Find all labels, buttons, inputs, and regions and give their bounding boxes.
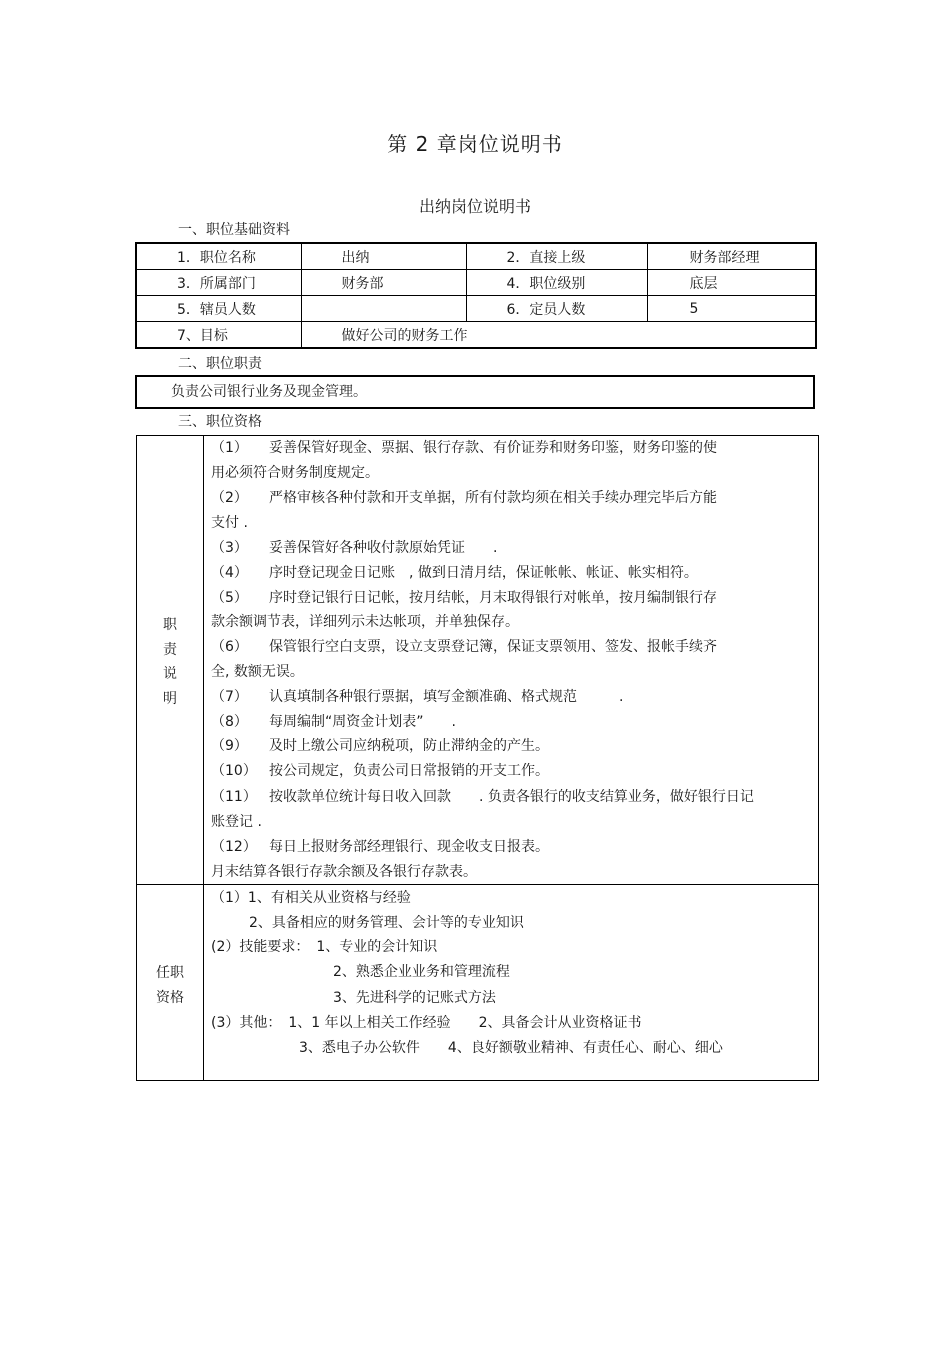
duty-line bbox=[211, 562, 698, 582]
duties-label-char: 说 bbox=[163, 666, 177, 682]
duty-text: 用必须符合财务制度规定。 bbox=[211, 465, 379, 481]
duty-text: 认真填制各种银行票据，填写金额准确、格式规范 . bbox=[269, 689, 624, 705]
duty-number: （1） bbox=[211, 440, 248, 456]
duty-text: 序时登记银行日记帐，按月结帐，月末取得银行对帐单，按月编制银行存 bbox=[269, 590, 717, 606]
table-row bbox=[136, 322, 816, 349]
duty-line bbox=[211, 760, 549, 780]
value-cell: 底层 bbox=[647, 270, 816, 296]
duty-line bbox=[211, 487, 717, 507]
duty-line bbox=[211, 786, 754, 806]
duty-text: 全, 数额无误。 bbox=[211, 664, 304, 680]
duty-number: （8） bbox=[211, 714, 248, 730]
label-cell: 3．所属部门 bbox=[136, 270, 301, 296]
qualification-line: (3）其他： 1、1 年以上相关工作经验 2、具备会计从业资格证书 bbox=[211, 1015, 642, 1031]
duties-label-char: 职 bbox=[163, 617, 177, 633]
duty-number: （6） bbox=[211, 639, 248, 655]
duty-number: （2） bbox=[211, 490, 248, 506]
value-cell: 财务部经理 bbox=[647, 243, 816, 270]
duty-number: （4） bbox=[211, 565, 248, 581]
duty-line bbox=[211, 636, 717, 656]
duty-number: （11） bbox=[211, 789, 257, 805]
label-cell: 2．直接上级 bbox=[466, 243, 647, 270]
value-cell: 出纳 bbox=[301, 243, 466, 270]
duties-label-char: 责 bbox=[163, 641, 177, 658]
duty-line bbox=[211, 686, 623, 706]
qualification-line: 2、具备相应的财务管理、会计等的专业知识 bbox=[249, 915, 524, 931]
section-heading-responsibility: 二、职位职责 bbox=[178, 356, 262, 372]
duty-text: 保管银行空白支票，设立支票登记簿，保证支票领用、签发、报帐手续齐 bbox=[269, 639, 717, 655]
duty-text: 每周编制“周资金计划表” . bbox=[269, 714, 456, 730]
value-cell: 做好公司的财务工作 bbox=[301, 322, 816, 349]
duty-line bbox=[211, 611, 519, 631]
duty-line bbox=[211, 836, 549, 856]
qualification-label bbox=[137, 961, 203, 1011]
duty-text: 按收款单位统计每日收入回款 . 负责各银行的收支结算业务，做好银行日记 bbox=[269, 789, 754, 805]
table-row bbox=[136, 270, 816, 296]
duty-line bbox=[211, 811, 262, 831]
duty-number: （12） bbox=[211, 839, 257, 855]
section-heading-basic: 一、职位基础资料 bbox=[178, 222, 290, 238]
duty-text: 及时上缴公司应纳税项，防止滞纳金的产生。 bbox=[269, 738, 549, 754]
qualification-line: 3、先进科学的记账式方法 bbox=[333, 990, 496, 1006]
duty-number: （3） bbox=[211, 540, 248, 556]
duty-text: 支付 . bbox=[211, 515, 248, 531]
value-cell: 5 bbox=[647, 296, 816, 322]
qualification-label-line: 资格 bbox=[156, 990, 184, 1006]
duty-text: 月末结算各银行存款余额及各银行存款表。 bbox=[211, 864, 477, 880]
duties-label-char: 明 bbox=[163, 690, 177, 707]
table-row bbox=[136, 296, 816, 322]
duty-number: （10） bbox=[211, 763, 257, 779]
column-divider bbox=[203, 436, 204, 1080]
label-cell: 1．职位名称 bbox=[136, 243, 301, 270]
duty-text: 妥善保管好各种收付款原始凭证 . bbox=[269, 540, 498, 556]
duty-line bbox=[211, 587, 717, 607]
duty-text: 账登记 . bbox=[211, 814, 262, 830]
qualification-table bbox=[136, 435, 819, 1081]
document-subtitle: 出纳岗位说明书 bbox=[418, 197, 531, 216]
duty-number: （7） bbox=[211, 689, 248, 705]
qualification-line: 2、熟悉企业业务和管理流程 bbox=[333, 964, 510, 980]
duty-line bbox=[211, 537, 497, 557]
chapter-title: 第 2 章岗位说明书 bbox=[387, 132, 563, 156]
basic-info-table bbox=[135, 242, 817, 349]
qualification-line: （1）1、有相关从业资格与经验 bbox=[211, 890, 411, 906]
table-row bbox=[136, 243, 816, 270]
duty-number: （5） bbox=[211, 590, 248, 606]
duty-text: 序时登记现金日记账 , 做到日清月结，保证帐帐、帐证、帐实相符。 bbox=[269, 565, 698, 581]
duty-line bbox=[211, 437, 717, 457]
duty-line bbox=[211, 861, 477, 881]
duty-text: 严格审核各种付款和开支单据，所有付款均须在相关手续办理完毕后方能 bbox=[269, 490, 717, 506]
duty-text: 每日上报财务部经理银行、现金收支日报表。 bbox=[269, 839, 549, 855]
duty-line bbox=[211, 735, 549, 755]
row-divider bbox=[137, 884, 818, 885]
label-cell: 7、目标 bbox=[136, 322, 301, 349]
value-cell: 财务部 bbox=[301, 270, 466, 296]
qualification-label-line: 任职 bbox=[156, 965, 184, 981]
value-cell bbox=[301, 296, 466, 322]
duty-number: （9） bbox=[211, 738, 248, 754]
qualification-line: (2）技能要求： 1、专业的会计知识 bbox=[211, 939, 438, 955]
qualification-line: 3、悉电子办公软件 4、良好额敬业精神、有责任心、耐心、细心 bbox=[299, 1040, 723, 1056]
section-heading-qualification: 三、职位资格 bbox=[178, 414, 262, 430]
duty-line bbox=[211, 512, 248, 532]
label-cell: 4．职位级别 bbox=[466, 270, 647, 296]
responsibility-box bbox=[135, 375, 815, 409]
duty-line bbox=[211, 661, 304, 681]
duties-label bbox=[137, 613, 203, 711]
duty-text: 按公司规定，负责公司日常报销的开支工作。 bbox=[269, 763, 549, 779]
duty-text: 款余额调节表，详细列示未达帐项，并单独保存。 bbox=[211, 614, 519, 630]
label-cell: 6．定员人数 bbox=[466, 296, 647, 322]
duty-text: 妥善保管好现金、票据、银行存款、有价证券和财务印鉴，财务印鉴的使 bbox=[269, 440, 717, 456]
responsibility-text: 负责公司银行业务及现金管理。 bbox=[171, 384, 367, 400]
label-cell: 5．辖员人数 bbox=[136, 296, 301, 322]
duty-line bbox=[211, 462, 379, 482]
duty-line bbox=[211, 711, 456, 731]
